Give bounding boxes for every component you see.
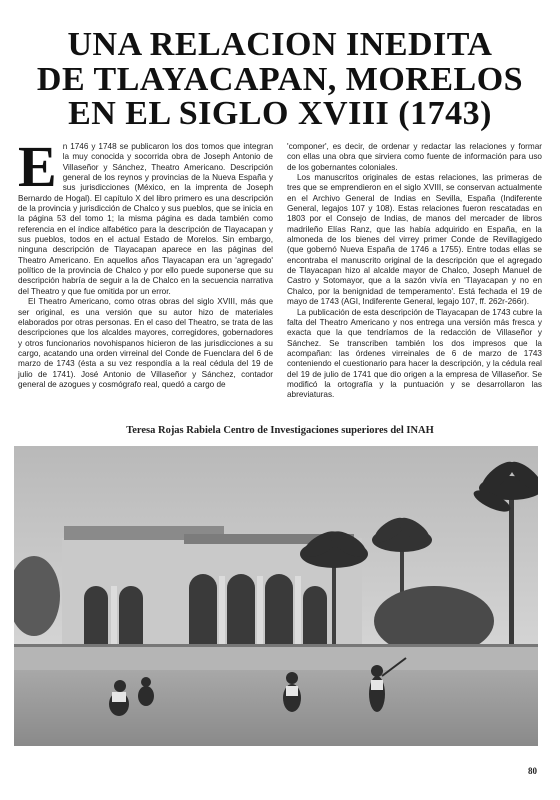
article-title-line-2: DE TLAYACAPAN, MORELOS [36,61,524,98]
left-paragraph-2: El Theatro Americano, como otras obras del siglo XVIII, más que ser original, es una versión que su autor hizo de materiales elaborados por otras personas. En el caso del Theatro, se trata de las descripciones que los alcaldes mayores, corregidores, gobernadores y otros funcionarios novohispanos hicieron de las jurisdicciones a su cargo, acatando una orden virreinal del Conde de Fuenclara del 6 de marzo de 1743 (ésta a su vez respondía a la real cédula del 19 de julio de 1741). José Antonio de Villaseñor y Sánchez, contador general de azogues y cosmógrafo real, quedó a cargo de [18,297,273,389]
author-byline: Teresa Rojas Rabiela Centro de Investigaciones superiores del INAH [126,425,434,436]
left-paragraph-1: n 1746 y 1748 se publicaron los dos tomos que integran la muy conocida y socorrida obra de Joseph Antonio de Villaseñor y Sánchez, Theatro Americano. Descripción general de los reynos y provincias de la Nueva España y sus jurisdicciones (México, en la imprenta de Joseph Bernardo de Hogal). El capítulo X del libro primero es una descripción de la provincia y jurisdicción de Chalco y sus pueblos, que se inicia en la página 53 del tomo 1; la misma página es dada también como referencia en el índice alfabético para la descripción de Tlayacapan y sus pueblos, todos en el actual Estado de Morelos. Sin embargo, ninguna descripción de Tlayacapan aparece en las páginas del Theatro Americano. En aquellos años Tlayacapan era un 'agregado' político de la provincia de Chalco y por ello puede suponerse que su descripción habría de seguir a la de Chalco en la secuencia narrativa del Theatro y que fue omitida por un error. [18,142,273,296]
right-paragraph-3: La publicación de esta descripción de Tlayacapan de 1743 cubre la falta del Theatro Americano y nos entrega una versión más fresca y exacta que la que tendríamos de la redacción de Villaseñor y Sánchez. Se transcriben también los dos impresos que la acompañan: las órdenes virreinales de 6 de marzo de 1743 conteniendo el cuestionario para hacer la descripción, y la cédula real del 19 de julio de 1741 que dio origen a la empresa de Villaseñor. Se modificó la ortografía y la puntuación y se desarrollaron las abreviaturas. [287,307,542,400]
right-paragraph-2: Los manuscritos originales de estas relaciones, las primeras de tres que se emprendieron en el siglo XVIII, se conservan actualmente en el Archivo General de Indias en Sevilla, España (Indiferente General, legajos 107 y 108). Estas relaciones fueron rescatadas en 1803 por el Consejo de Indias, de manos del mercader de libros madrileño Elías Ranz, que las había adquirido en España, en la almoneda de los bienes del virrey primer Conde de Revillagigedo (que gobernó Nueva España de 1746 a 1755). Entre todas ellas se encontraba el manuscrito original de la descripción que el agregado de Tlayacapan hizo al alcalde mayor de Chalco, Joseph Manuel de Castro y Sotomayor, que a la sazón vivía en 'Tlayacapan y no en Chalco, por la benignidad de temperamento'. Está fechada el 19 de mayo de 1743 (AGI, Indiferente General, legajo 107, ff. 262r-266r). [287,173,542,307]
article-left-column [18,134,273,390]
article-right-column [287,142,542,401]
page-number: 80 [528,766,537,776]
article-title-line-3: EN EL SIGLO XVIII (1743) [68,95,492,132]
drop-cap: E [18,134,57,199]
historic-photograph [14,446,538,746]
right-paragraph-1: 'componer', es decir, de ordenar y redactar las relaciones y formar con ellas una obra que sirviera como fuente de información para uso de los gobernantes coloniales. [287,142,542,172]
photograph-illustration [14,446,538,746]
article-title-line-1: UNA RELACION INEDITA [67,26,493,63]
